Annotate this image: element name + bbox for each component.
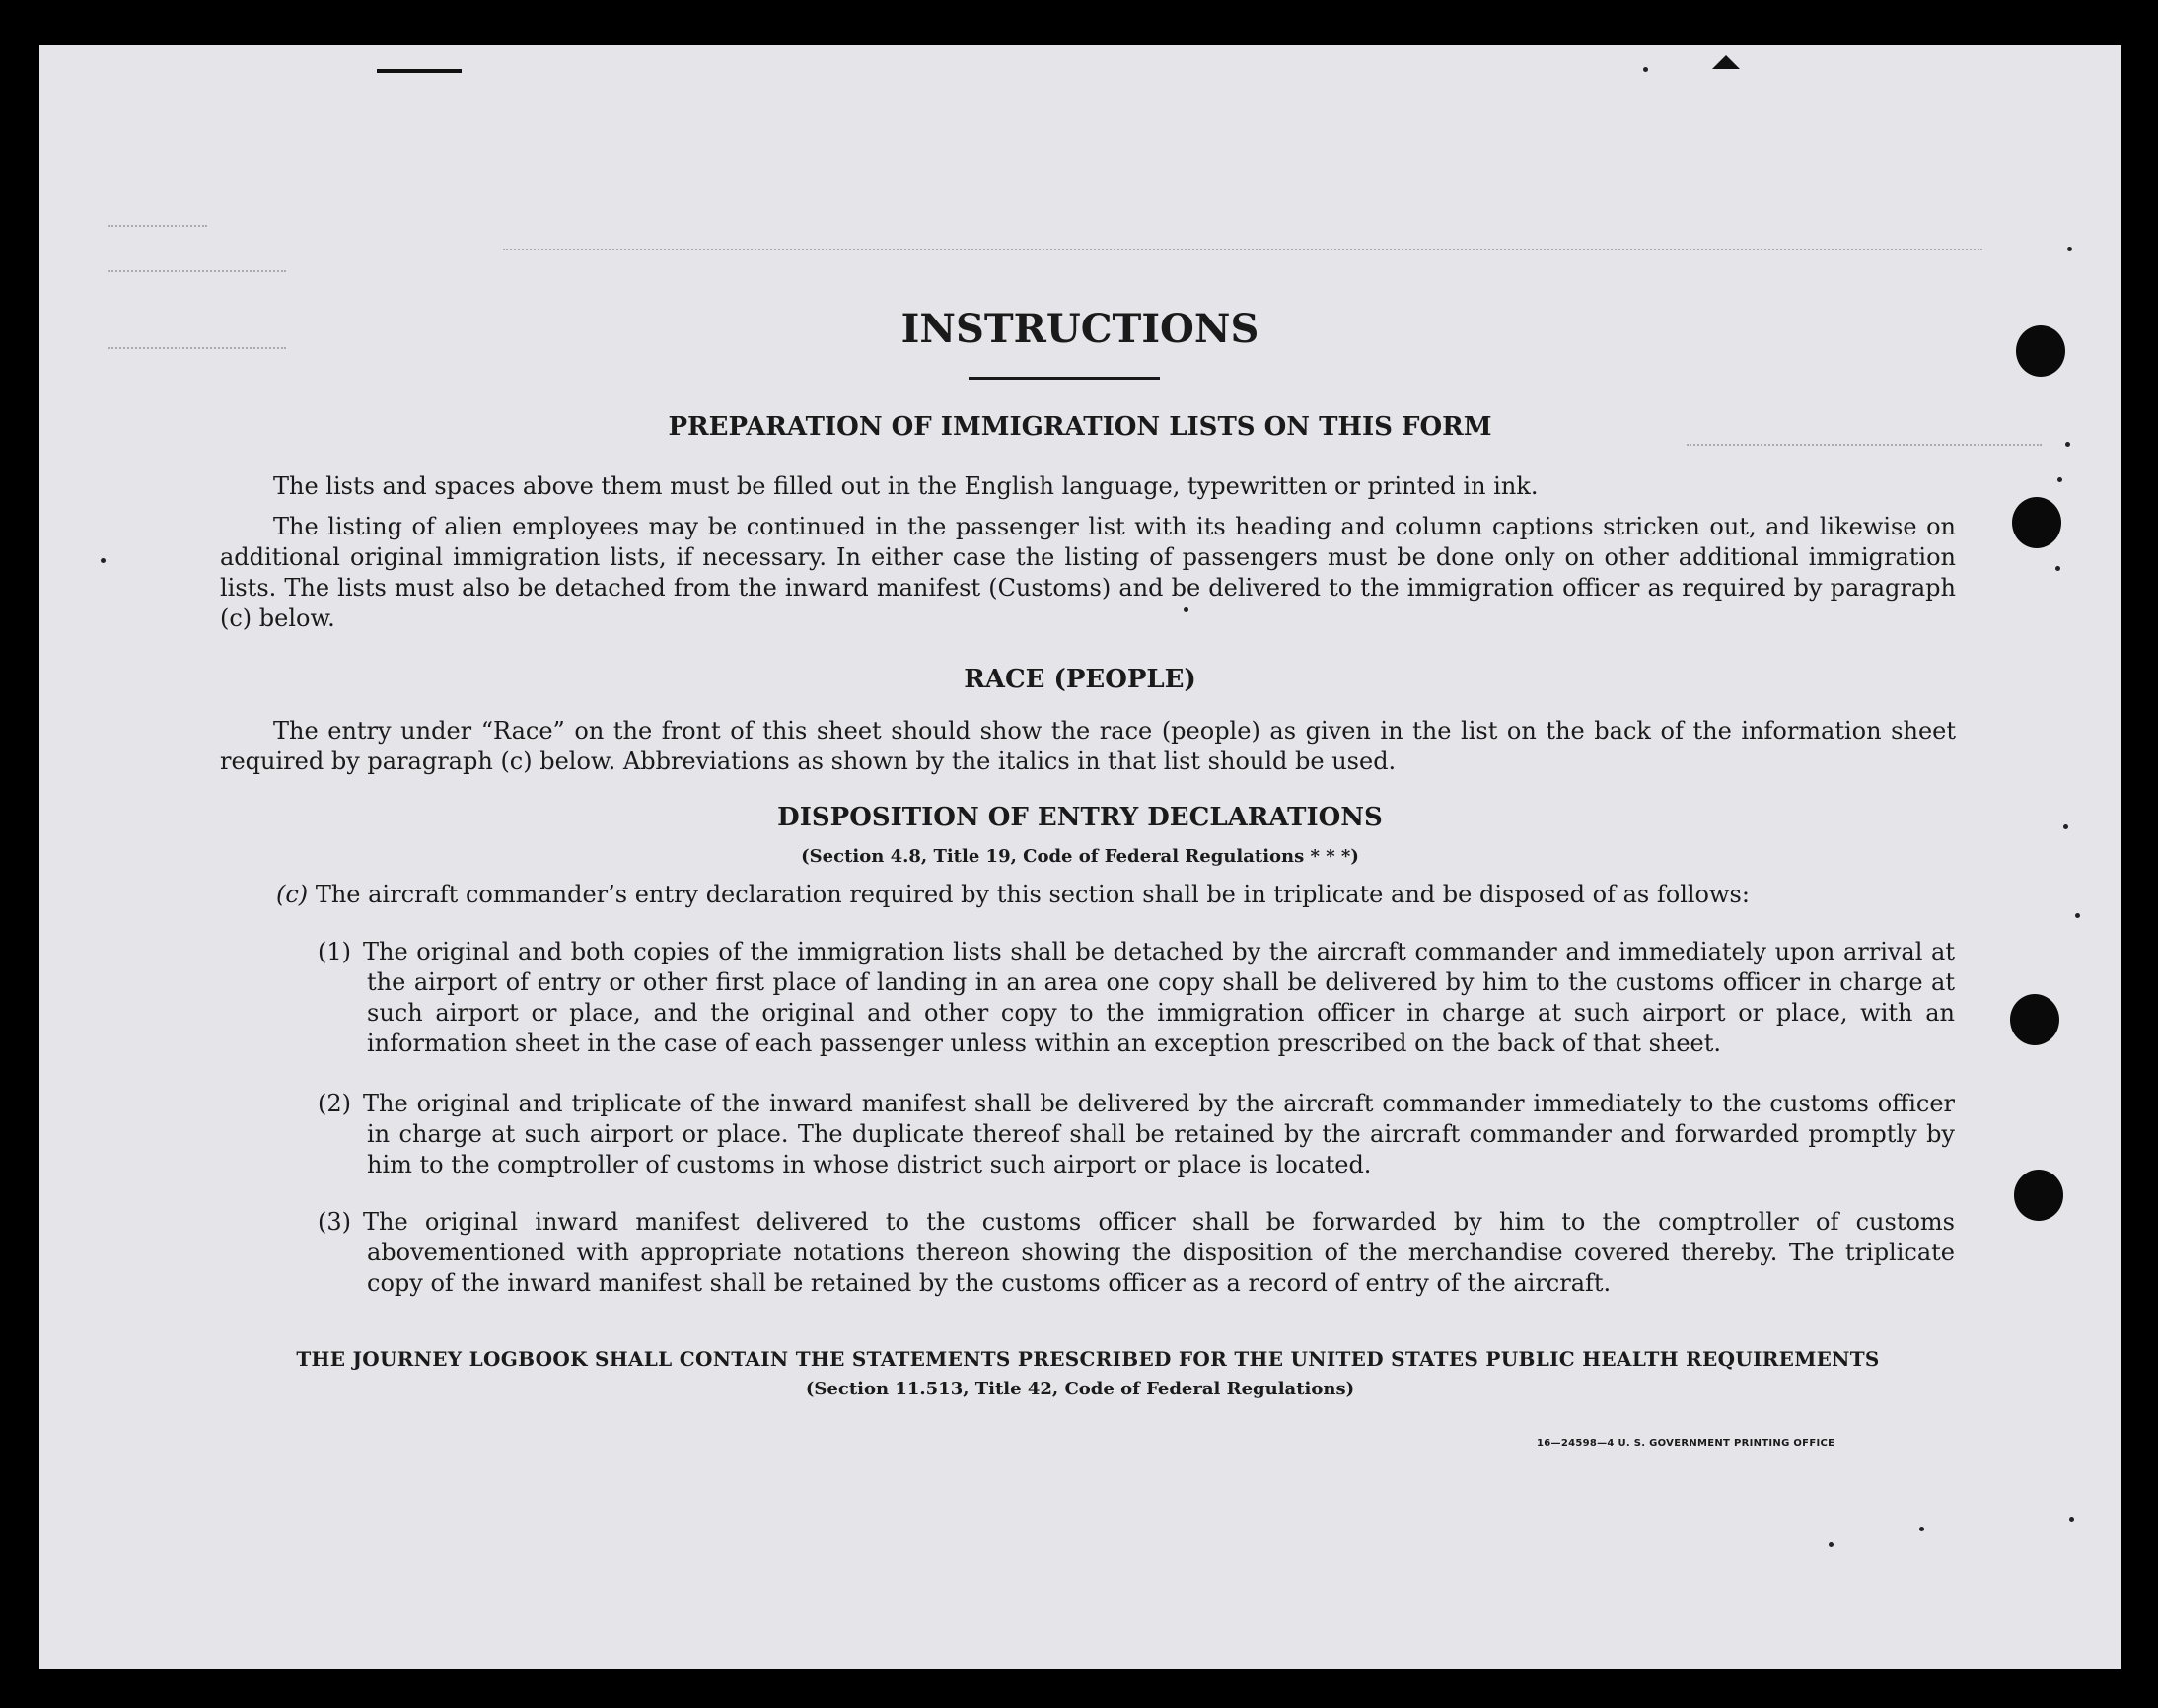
section-heading-race: RACE (PEOPLE) bbox=[964, 665, 1196, 694]
faded-dotted-line bbox=[108, 270, 286, 272]
printing-office-code: 16—24598—4 U. S. GOVERNMENT PRINTING OFFICE bbox=[1537, 1438, 1835, 1449]
preparation-paragraph-1: The lists and spaces above them must be filled out in the English language, typewritten or printed in ink. bbox=[273, 472, 1539, 500]
item-text: The original inward manifest delivered to the customs officer shall be forwarded by him to the comptroller of customs abovementioned with appropriate notations thereon showing the disposition of the merchandise covered thereby. The triplicate copy of the inward manifest shall be retained by the customs officer as a record of entry of the aircraft. bbox=[363, 1208, 1955, 1297]
disposition-citation: (Section 4.8, Title 19, Code of Federal Regulations * * *) bbox=[801, 846, 1359, 867]
faded-dotted-line bbox=[108, 225, 207, 227]
disposition-clause bbox=[276, 880, 1973, 910]
clause-text: The aircraft commander’s entry declaration required by this section shall be in triplicate and be disposed of as follows: bbox=[315, 881, 1750, 908]
title-underline bbox=[969, 377, 1160, 380]
disposition-item-2 bbox=[318, 1089, 1955, 1180]
scan-speck bbox=[2055, 566, 2060, 571]
top-notch-mark bbox=[1712, 55, 1740, 69]
page-title: INSTRUCTIONS bbox=[900, 306, 1259, 352]
faded-dotted-line bbox=[503, 249, 1982, 250]
punch-hole bbox=[2012, 497, 2061, 548]
preparation-paragraph-2: The listing of alien employees may be continued in the passenger list with its heading and column captions stricken out, and likewise on additional original immigration lists, if necessary. In either case the listing of passengers must be done only on other additional immigration lists. The lists must also be detached from the inward manifest (Customs) and be delivered to the immigration officer as required by paragraph (c) below. bbox=[220, 513, 1956, 632]
race-paragraph: The entry under “Race” on the front of this sheet should show the race (people) as given in the list on the back of the information sheet required by paragraph (c) below. Abbreviations as shown by the italics in that list should be used. bbox=[220, 717, 1956, 775]
scan-speck bbox=[1643, 67, 1648, 72]
preparation-text bbox=[220, 471, 1956, 634]
footer-statement: THE JOURNEY LOGBOOK SHALL CONTAIN THE STATEMENTS PRESCRIBED FOR THE UNITED STATES PUBLIC HEALTH REQUIREMENTS bbox=[296, 1347, 1880, 1371]
item-number: (2) bbox=[318, 1090, 351, 1117]
scan-speck bbox=[101, 558, 106, 563]
punch-hole bbox=[2010, 994, 2059, 1045]
section-heading-disposition: DISPOSITION OF ENTRY DECLARATIONS bbox=[777, 803, 1383, 832]
item-text: The original and triplicate of the inward manifest shall be delivered by the aircraft commander immediately to the customs officer in charge at such airport or place. The duplicate thereof shall be retained by the aircraft commander and forwarded promptly by him to the comptroller of customs in whose district such airport or place is located. bbox=[363, 1090, 1955, 1178]
clause-label: (c) bbox=[276, 881, 309, 908]
item-number: (3) bbox=[318, 1208, 351, 1236]
race-text bbox=[220, 716, 1956, 777]
punch-hole bbox=[2014, 1170, 2063, 1221]
torn-edge-mark bbox=[377, 69, 462, 73]
scan-speck bbox=[1919, 1527, 1924, 1531]
scan-speck bbox=[2065, 442, 2070, 447]
scan-speck bbox=[2057, 477, 2062, 482]
section-heading-preparation: PREPARATION OF IMMIGRATION LISTS ON THIS FORM bbox=[668, 412, 1492, 442]
document-sheet bbox=[39, 45, 2121, 1669]
scan-speck bbox=[2075, 913, 2080, 918]
footer-citation: (Section 11.513, Title 42, Code of Federal Regulations) bbox=[805, 1379, 1355, 1399]
item-number: (1) bbox=[318, 938, 351, 965]
scan-speck bbox=[2067, 247, 2072, 251]
scan-speck bbox=[1829, 1542, 1834, 1547]
disposition-item-1 bbox=[318, 937, 1955, 1059]
scan-speck bbox=[2069, 1517, 2074, 1522]
disposition-item-3 bbox=[318, 1207, 1955, 1299]
faded-dotted-line bbox=[1687, 444, 2042, 446]
item-text: The original and both copies of the immigration lists shall be detached by the aircraft commander and immediately upon arrival at the airport of entry or other first place of landing in an area one copy shall be delivered by him to the customs officer in charge at such airport or place, and the original and other copy to the immigration officer in charge at such airport or place, with an information sheet in the case of each passenger unless within an exception prescribed on the back of that sheet. bbox=[363, 938, 1955, 1057]
